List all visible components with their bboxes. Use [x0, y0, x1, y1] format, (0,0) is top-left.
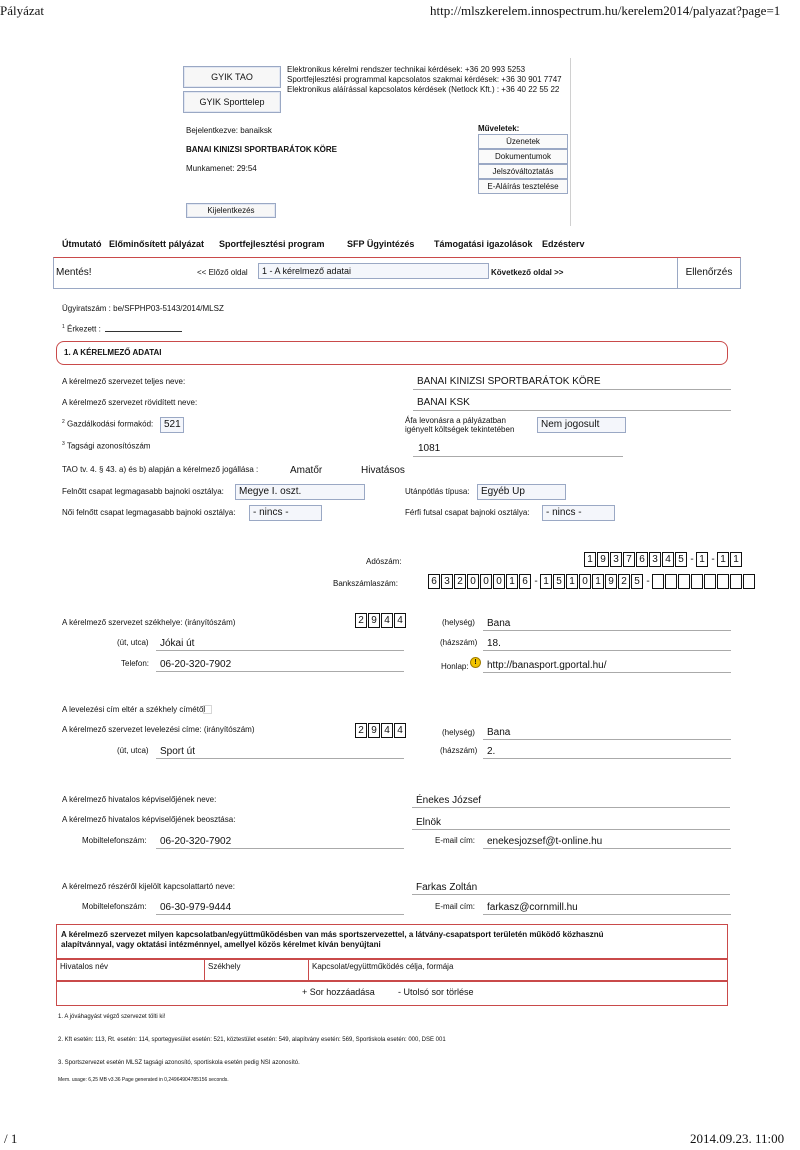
bank-digit[interactable]: 1 — [540, 574, 552, 589]
contact-name-label: A kérelmező részéről kijelölt kapcsolattartó neve: — [62, 882, 235, 891]
tax-digit[interactable]: 4 — [662, 552, 674, 567]
short-name-underline — [413, 410, 731, 411]
nav-sfp-ugyintezes[interactable]: SFP Ügyintézés — [347, 239, 415, 249]
nav-elominositett[interactable]: Előminősített pályázat — [109, 239, 205, 249]
zip-digit[interactable]: 4 — [394, 613, 406, 628]
contact-name-underline — [412, 894, 730, 895]
rep-role-value[interactable]: Elnök — [416, 817, 442, 828]
save-button[interactable]: Mentés! — [56, 267, 92, 278]
print-page-number: / 1 — [4, 1131, 18, 1146]
nav-edzesterv[interactable]: Edzésterv — [542, 239, 585, 249]
bank-digit[interactable] — [652, 574, 664, 589]
contact-mobile-label: Mobiltelefonszám: — [82, 902, 147, 911]
bank-digit[interactable] — [678, 574, 690, 589]
bank-digit[interactable] — [730, 574, 742, 589]
bank-digit[interactable]: 5 — [631, 574, 643, 589]
section-title: 1. A KÉRELMEZŐ ADATAI — [64, 348, 162, 357]
print-page-title: Pályázat — [0, 3, 45, 18]
bank-digit[interactable] — [743, 574, 755, 589]
messages-button[interactable]: Üzenetek — [478, 134, 568, 149]
zip-digit[interactable]: 9 — [368, 723, 380, 738]
full-name-value[interactable]: BANAI KINIZSI SPORTBARÁTOK KÖRE — [417, 376, 601, 387]
zip-digit[interactable]: 4 — [381, 613, 393, 628]
mail-city-underline — [483, 739, 731, 740]
seat-web-label: Honlap: — [441, 662, 469, 671]
col-name-header: Hivatalos név — [57, 960, 205, 980]
support-contacts — [287, 65, 562, 95]
seat-label: A kérelmező szervezet székhelye: (irányítószám) — [62, 618, 236, 627]
contact-email-value[interactable]: farkasz@cornmill.hu — [487, 902, 578, 913]
tax-digit[interactable]: 1 — [696, 552, 708, 567]
esignature-test-button[interactable]: E-Aláírás tesztelése — [478, 179, 568, 194]
next-page-link[interactable]: Következő oldal >> — [491, 268, 564, 277]
seat-street-label: (út, utca) — [117, 638, 149, 647]
received-field[interactable] — [105, 331, 182, 332]
footnote-3: 3. Sportszervezet esetén MLSZ tagsági azonosító, sportiskola esetén pedig NSI azonosító. — [58, 1060, 300, 1066]
mail-street-label: (út, utca) — [117, 746, 149, 755]
bank-digit[interactable]: 0 — [579, 574, 591, 589]
support-line-technical: Elektronikus kérelmi rendszer technikai kérdések: +36 20 993 5253 — [287, 65, 526, 74]
bank-digit[interactable]: 5 — [553, 574, 565, 589]
bank-digit[interactable]: 0 — [493, 574, 505, 589]
add-row-button[interactable]: + Sor hozzáadása — [302, 987, 375, 997]
bank-digit[interactable]: 9 — [605, 574, 617, 589]
member-id-underline — [413, 456, 623, 457]
tax-digit[interactable]: 7 — [623, 552, 635, 567]
page-select[interactable]: 1 - A kérelmező adatai — [258, 263, 489, 279]
rep-mobile-underline — [156, 848, 404, 849]
tax-digit[interactable]: 5 — [675, 552, 687, 567]
seat-street-value[interactable]: Jókai út — [160, 638, 195, 649]
bank-digit[interactable] — [717, 574, 729, 589]
rep-mobile-label: Mobiltelefonszám: — [82, 836, 147, 845]
bank-digit[interactable]: 1 — [506, 574, 518, 589]
women-division-select[interactable]: - nincs - — [249, 505, 322, 521]
bank-digit[interactable]: 1 — [566, 574, 578, 589]
check-button[interactable]: Ellenőrzés — [677, 258, 740, 288]
support-line-esignature: Elektronikus aláírással kapcsolatos kérdések (Netlock Kft.) : +36 40 22 55 22 — [287, 85, 560, 94]
contact-email-underline — [483, 914, 731, 915]
bank-digit[interactable]: 6 — [428, 574, 440, 589]
member-id-label-row — [62, 441, 150, 451]
nav-sportfejlesztesi[interactable]: Sportfejlesztési program — [219, 239, 325, 249]
seat-phone-label: Telefon: — [121, 659, 150, 668]
tax-digit[interactable]: 1 — [717, 552, 729, 567]
partners-title-line-2: alapítvánnyal, vagy oktatási intézménnyel, amellyel közös kérelmet kíván benyújtani — [61, 940, 381, 949]
contact-name-value[interactable]: Farkas Zoltán — [416, 882, 478, 893]
bank-digit[interactable]: 3 — [441, 574, 453, 589]
received-label: Érkezett : — [67, 324, 101, 334]
seat-web-underline — [483, 672, 731, 673]
rep-name-value[interactable]: Énekes József — [416, 795, 482, 806]
tax-digit[interactable]: 6 — [636, 552, 648, 567]
short-name-label: A kérelmező szervezet rövidített neve: — [62, 398, 198, 407]
seat-phone-value[interactable]: 06-20-320-7902 — [160, 659, 232, 670]
received-row — [62, 324, 101, 334]
legal-form-label: Gazdálkodási formakód: — [67, 419, 154, 429]
legal-form-field[interactable]: 521 — [160, 417, 184, 433]
bank-digit[interactable] — [665, 574, 677, 589]
mail-differs-checkbox[interactable] — [203, 705, 212, 714]
member-id-value[interactable]: 1081 — [418, 443, 441, 454]
contact-mobile-underline — [156, 914, 404, 915]
bank-digit[interactable]: 1 — [592, 574, 604, 589]
seat-street-underline — [156, 650, 404, 651]
footnote-2: 2. Kft esetén: 113, Rt. esetén: 114, sportegyesület esetén: 521, köztestület esetén: 549, alapítvány esetén: 569, Sportiskola esetén: 000, DSE 001 — [58, 1037, 446, 1043]
vat-label — [405, 416, 514, 434]
seat-number-value[interactable]: 18. — [487, 638, 501, 649]
bank-digit[interactable]: 2 — [618, 574, 630, 589]
tax-digit[interactable]: 3 — [649, 552, 661, 567]
bank-digit[interactable]: 6 — [519, 574, 531, 589]
received-footnote-mark: 1 — [62, 324, 65, 330]
futsal-division-label: Férfi futsal csapat bajnoki osztálya: — [405, 508, 530, 517]
contact-email-label: E-mail cím: — [435, 902, 475, 911]
mail-street-underline — [156, 758, 404, 759]
change-password-button[interactable]: Jelszóváltoztatás — [478, 164, 568, 179]
women-division-label: Női felnőtt csapat legmagasabb bajnoki osztálya: — [62, 508, 236, 517]
mail-city-label: (helység) — [442, 728, 475, 737]
mail-street-value[interactable]: Sport út — [160, 746, 196, 757]
bank-digit[interactable] — [704, 574, 716, 589]
tax-digit[interactable]: 1 — [584, 552, 596, 567]
operations-title: Műveletek: — [478, 124, 520, 133]
bank-account-field[interactable] — [428, 574, 756, 589]
rep-name-underline — [412, 807, 730, 808]
seat-web-value[interactable]: http://banasport.gportal.hu/ — [487, 660, 607, 671]
rep-name-label: A kérelmező hivatalos képviselőjének neve: — [62, 795, 217, 804]
bank-account-label: Bankszámlaszám: — [333, 579, 398, 588]
bank-digit[interactable]: 2 — [454, 574, 466, 589]
memory-usage: Mem. usage: 6,25 MB v3.36 Page generated in 0,24964904785156 seconds. — [58, 1077, 229, 1083]
youth-type-select[interactable]: Egyéb Up — [477, 484, 566, 500]
bank-digit[interactable]: 0 — [480, 574, 492, 589]
seat-city-label: (helység) — [442, 618, 475, 627]
rep-email-label: E-mail cím: — [435, 836, 475, 845]
mail-number-value[interactable]: 2. — [487, 746, 496, 757]
tax-digit[interactable]: 9 — [597, 552, 609, 567]
footnote-1: 1. A jóváhagyást végző szervezet tölti ki! — [58, 1014, 166, 1020]
vat-select[interactable]: Nem jogosult — [537, 417, 626, 433]
futsal-division-select[interactable]: - nincs - — [542, 505, 615, 521]
tax-number-label: Adószám: — [366, 557, 402, 566]
seat-zip-field[interactable] — [355, 613, 407, 628]
adult-division-select[interactable]: Megye I. oszt. — [235, 484, 365, 500]
nav-utmutato[interactable]: Útmutató — [62, 239, 102, 249]
seat-number-underline — [483, 650, 731, 651]
mail-number-underline — [483, 758, 731, 759]
rep-role-underline — [412, 829, 730, 830]
mail-city-value[interactable]: Bana — [487, 727, 511, 738]
support-line-professional: Sportfejlesztési programmal kapcsolatos szakmai kérdések: +36 30 901 7747 — [287, 75, 562, 84]
prev-page-link[interactable]: << Előző oldal — [197, 268, 248, 277]
member-id-footnote-mark: 3 — [62, 441, 65, 447]
print-page-url: http://mlszkerelem.innospectrum.hu/kerelem2014/palyazat?page=1 — [430, 3, 781, 18]
print-datetime: 2014.09.23. 11:00 — [690, 1131, 785, 1146]
mail-number-label: (házszám) — [440, 746, 478, 755]
logout-button[interactable]: Kijelentkezés — [186, 203, 276, 218]
operations-menu — [478, 124, 573, 198]
info-icon[interactable]: ! — [470, 657, 481, 668]
delete-row-button[interactable]: - Utolsó sor törlése — [398, 987, 474, 997]
pager-bar — [53, 257, 741, 289]
mail-differs-label: A levelezési cím eltér a székhely címétől — [62, 705, 206, 714]
rep-role-label: A kérelmező hivatalos képviselőjének beosztása: — [62, 815, 236, 824]
rep-email-underline — [483, 848, 731, 849]
seat-phone-underline — [156, 671, 404, 672]
full-name-underline — [413, 389, 731, 390]
partners-title — [61, 930, 721, 950]
case-number: Ügyiratszám : be/SFPHP03-5143/2014/MLSZ — [62, 304, 224, 313]
partners-title-line-1: A kérelmező szervezet milyen kapcsolatban/együttműködésben van más sportszervezettel, a látvány-csapatsport területén működő közhasznú — [61, 930, 604, 939]
mail-label: A kérelmező szervezet levelezési címe: (irányítószám) — [62, 725, 255, 734]
logged-in-user: Bejelentkezve: banaiksk — [186, 126, 272, 135]
contact-mobile-value[interactable]: 06-30-979-9444 — [160, 902, 232, 913]
mail-zip-field[interactable] — [355, 723, 407, 738]
tao-pro-option[interactable]: Hivatásos — [361, 465, 405, 476]
zip-digit[interactable]: 9 — [368, 613, 380, 628]
separator: - — [534, 576, 538, 587]
tax-digit[interactable]: 1 — [730, 552, 742, 567]
full-name-label: A kérelmező szervezet teljes neve: — [62, 377, 186, 386]
col-seat-header: Székhely — [205, 960, 309, 980]
zip-digit[interactable]: 4 — [394, 723, 406, 738]
col-purpose-header: Kapcsolat/együttműködés célja, formája — [312, 962, 454, 971]
tao-label: TAO tv. 4. § 43. a) és b) alapján a kérelmező jogállása : — [62, 465, 259, 474]
logged-in-org: BANAI KINIZSI SPORTBARÁTOK KÖRE — [186, 145, 337, 154]
tax-number-field[interactable] — [584, 552, 743, 567]
seat-city-underline — [483, 630, 731, 631]
youth-type-label: Utánpótlás típusa: — [405, 487, 470, 496]
seat-number-label: (házszám) — [440, 638, 478, 647]
partners-header-row — [57, 958, 727, 982]
session-timer: Munkamenet: 29:54 — [186, 164, 257, 173]
gyik-sporttelep-button[interactable]: GYIK Sporttelep — [183, 91, 281, 113]
separator: - — [646, 576, 650, 587]
vat-label-line-1: Áfa levonásra a pályázatban — [405, 416, 506, 425]
documents-button[interactable]: Dokumentumok — [478, 149, 568, 164]
bank-digit[interactable] — [691, 574, 703, 589]
vat-label-line-2: igényelt költségek tekintetében — [405, 425, 515, 434]
tax-digit[interactable]: 3 — [610, 552, 622, 567]
gyik-tao-button[interactable]: GYIK TAO — [183, 66, 281, 88]
zip-digit[interactable]: 4 — [381, 723, 393, 738]
rep-mobile-value[interactable]: 06-20-320-7902 — [160, 836, 232, 847]
adult-division-label: Felnőtt csapat legmagasabb bajnoki osztálya: — [62, 487, 224, 496]
bank-digit[interactable]: 0 — [467, 574, 479, 589]
separator: - — [711, 554, 715, 565]
tao-amateur-option[interactable]: Amatőr — [290, 465, 323, 476]
legal-form-label-row — [62, 419, 153, 429]
seat-city-value[interactable]: Bana — [487, 618, 511, 629]
legal-form-footnote-mark: 2 — [62, 419, 65, 425]
nav-tamogatasi[interactable]: Támogatási igazolások — [434, 239, 533, 249]
separator: - — [690, 554, 694, 565]
short-name-value[interactable]: BANAI KSK — [417, 397, 470, 408]
partners-table — [56, 924, 728, 1006]
zip-digit[interactable]: 2 — [355, 613, 367, 628]
member-id-label: Tagsági azonosítószám — [66, 441, 151, 451]
rep-email-value[interactable]: enekesjozsef@t-online.hu — [487, 836, 603, 847]
zip-digit[interactable]: 2 — [355, 723, 367, 738]
